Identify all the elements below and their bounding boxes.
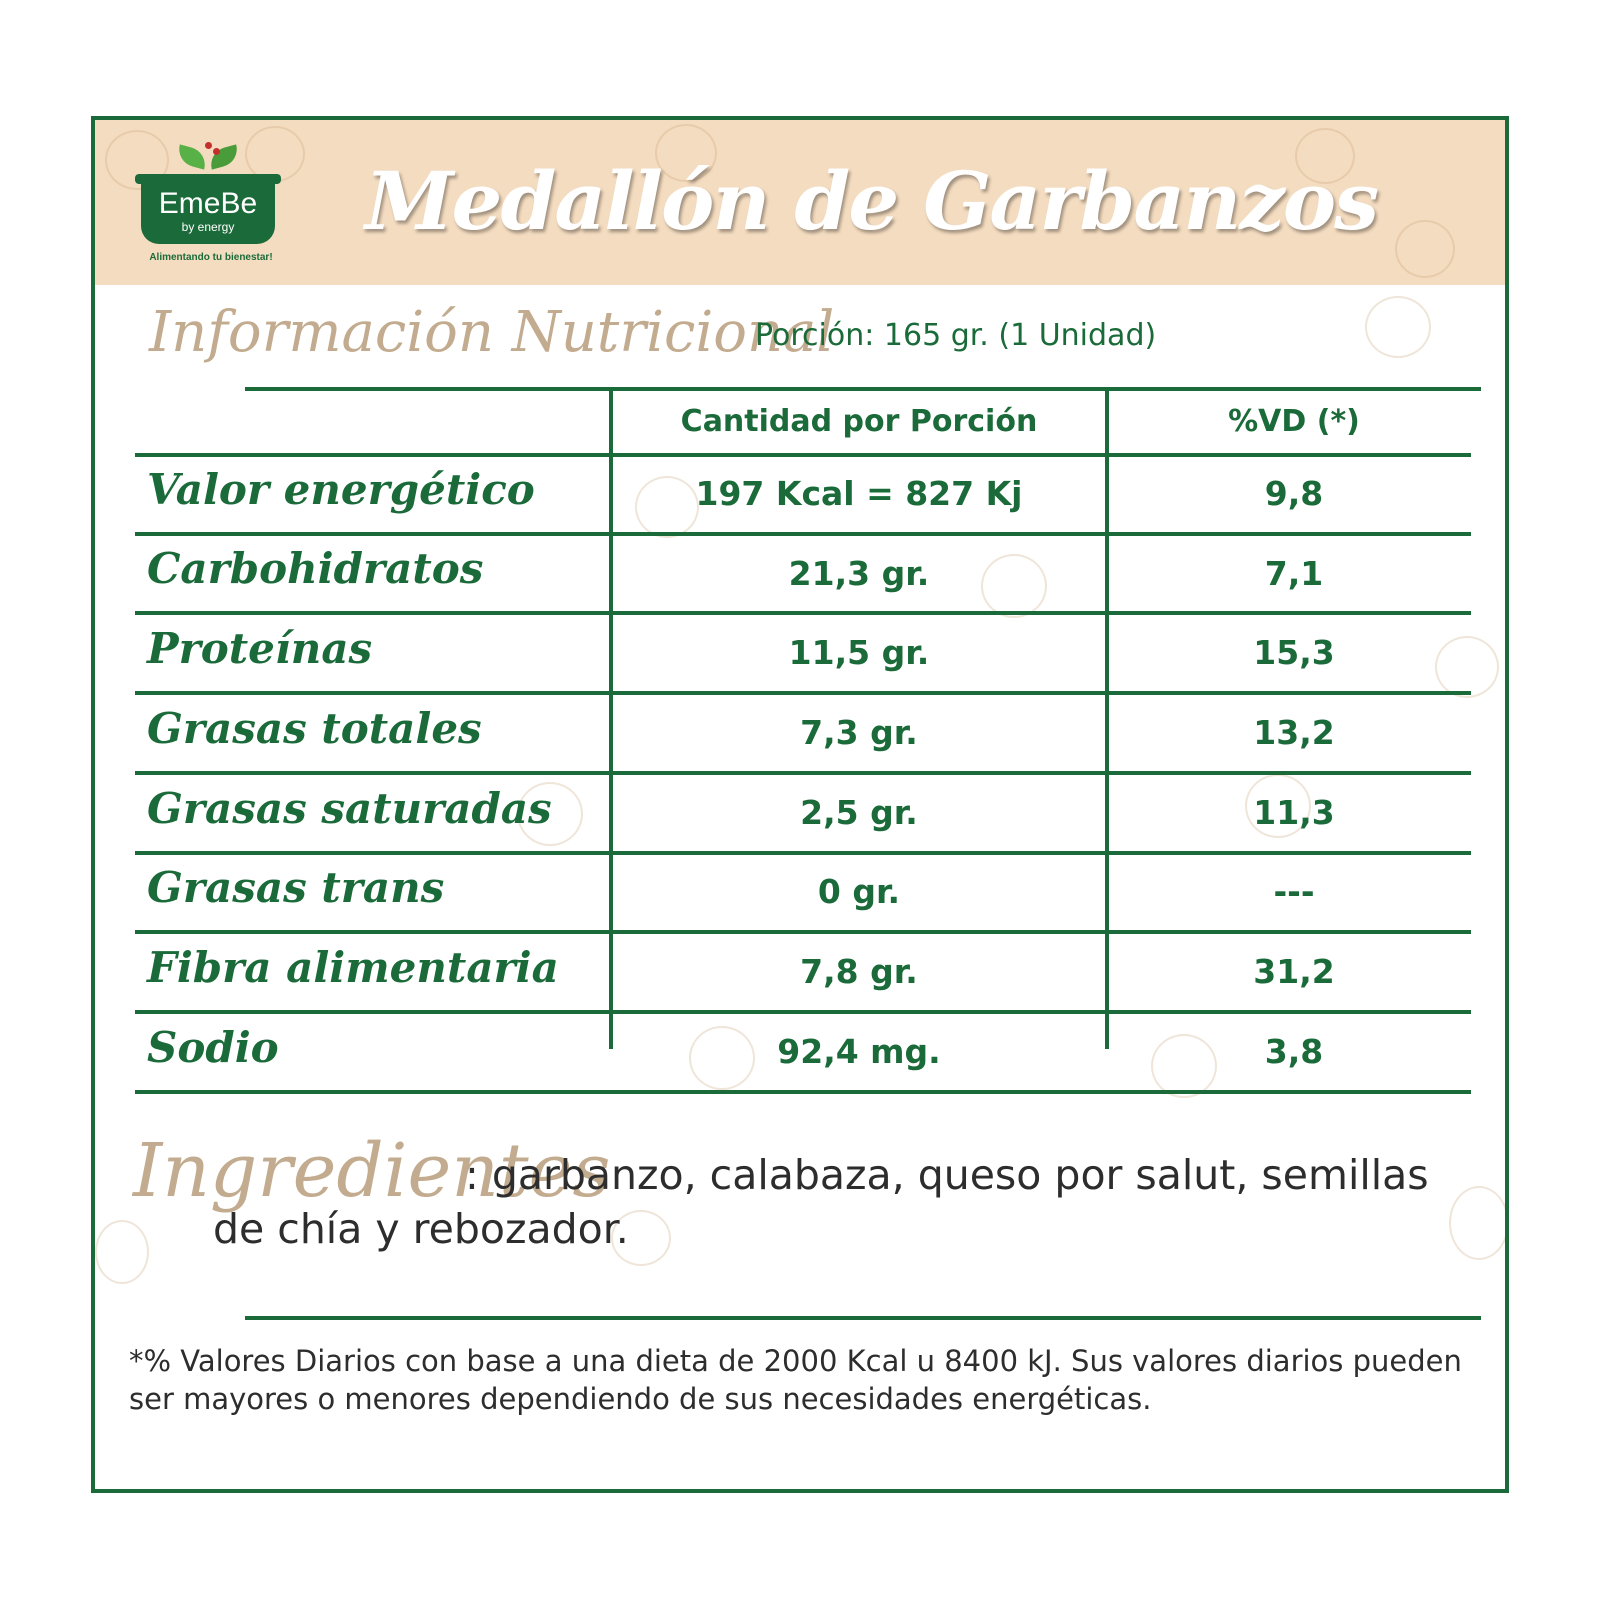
footnote-divider (245, 1316, 1481, 1320)
header-divider (135, 453, 1471, 457)
footnote: *% Valores Diarios con base a una dieta de 2000 Kcal u 8400 kJ. Sus valores diarios pueden ser mayores o menores dependiendo de sus necesidades energéticas. (129, 1344, 1462, 1416)
amount-carbohidratos: 21,3 gr. (788, 554, 930, 593)
berry-icon (213, 148, 220, 155)
row-divider (135, 771, 1471, 775)
portion-size: Porción: 165 gr. (1 Unidad) (755, 318, 1157, 353)
amount-proteinas: 11,5 gr. (788, 633, 930, 672)
amount-energia: 197 Kcal = 827 Kj (695, 474, 1023, 513)
amount-grasas-saturadas: 2,5 gr. (800, 793, 918, 832)
nutrition-heading: Información Nutricional (149, 300, 835, 365)
row-label-energia: Valor energético (147, 465, 535, 514)
vd-fibra: 31,2 (1253, 952, 1335, 991)
vd-grasas-saturadas: 11,3 (1253, 793, 1335, 832)
row-divider (135, 930, 1471, 934)
berry-icon (205, 142, 212, 149)
brand-subtitle: by energy (181, 220, 235, 234)
vd-grasas-trans: --- (1273, 872, 1315, 911)
amount-grasas-totales: 7,3 gr. (800, 713, 918, 752)
product-title: Medallón de Garbanzos (365, 154, 1378, 248)
column-header-vd: %VD (*) (1228, 404, 1360, 439)
brand-tagline: Alimentando tu bienestar! (149, 252, 273, 263)
row-divider (135, 691, 1471, 695)
nutrition-card (91, 116, 1509, 1493)
column-header-amount: Cantidad por Porción (680, 404, 1038, 439)
row-label-sodio: Sodio (147, 1023, 279, 1072)
chickpea-decoration (1395, 220, 1455, 278)
row-divider (135, 611, 1471, 615)
row-divider (135, 532, 1471, 536)
vd-carbohidratos: 7,1 (1264, 554, 1324, 593)
row-label-grasas-saturadas: Grasas saturadas (147, 784, 552, 833)
header-banner (95, 120, 1505, 285)
row-divider (135, 1010, 1471, 1014)
table-top-line (245, 387, 1481, 391)
row-label-proteinas: Proteínas (147, 624, 373, 673)
vd-proteinas: 15,3 (1253, 633, 1335, 672)
leaf-icon (175, 144, 209, 169)
ingredients-heading: Ingredientes (133, 1128, 611, 1214)
amount-sodio: 92,4 mg. (777, 1032, 941, 1071)
row-label-grasas-totales: Grasas totales (147, 704, 482, 753)
table-bottom-line (135, 1090, 1471, 1094)
row-divider (135, 851, 1471, 855)
vd-energia: 9,8 (1264, 474, 1324, 513)
amount-fibra: 7,8 gr. (800, 952, 918, 991)
amount-grasas-trans: 0 gr. (817, 872, 901, 911)
vd-grasas-totales: 13,2 (1253, 713, 1335, 752)
leaf-icon (207, 144, 241, 169)
vd-sodio: 3,8 (1264, 1032, 1324, 1071)
ingredients-text: : garbanzo, calabaza, queso por salut, semillas de chía y rebozador. (213, 1151, 1429, 1253)
chickpea-decoration (1365, 296, 1431, 358)
brand-logo (135, 140, 275, 270)
chickpea-decoration (95, 1220, 149, 1284)
row-label-grasas-trans: Grasas trans (147, 863, 445, 912)
row-label-fibra: Fibra alimentaria (147, 943, 559, 992)
brand-name: EmeBe (158, 187, 258, 220)
row-label-carbohidratos: Carbohidratos (147, 544, 484, 593)
